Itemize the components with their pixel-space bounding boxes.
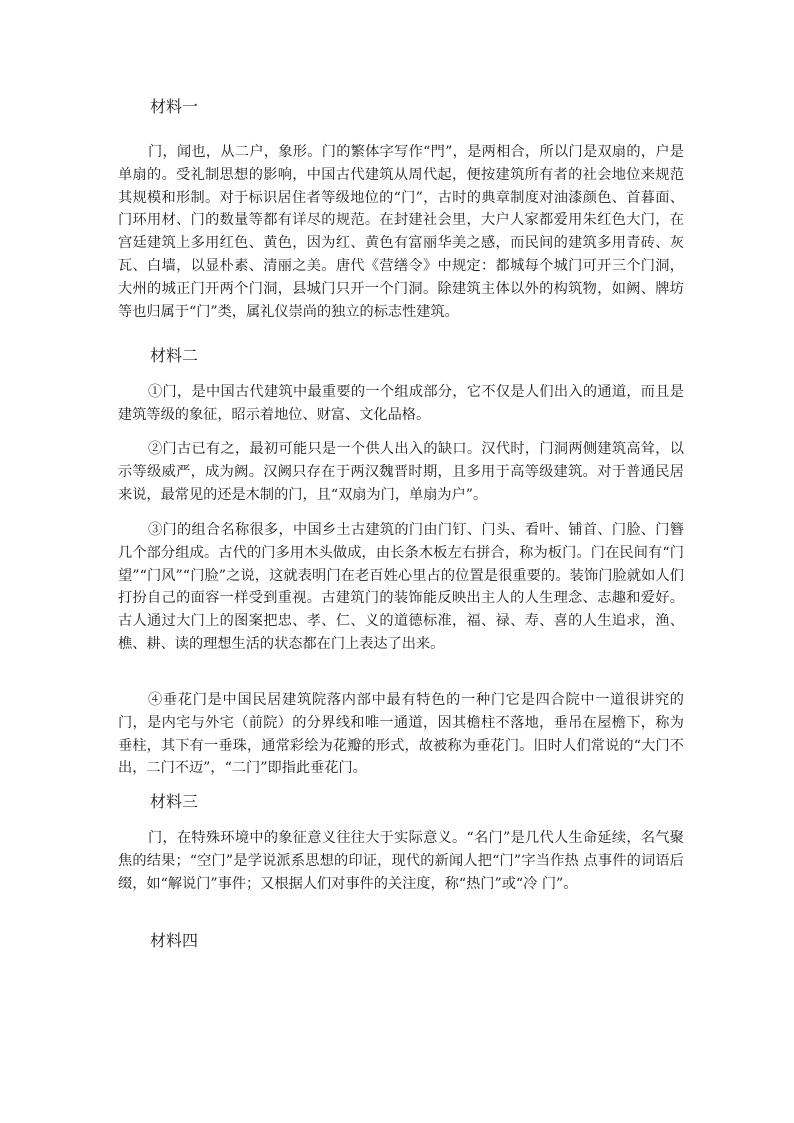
section-heading-4: 材料四 [150,931,199,950]
section-2-paragraph-2: ②门古已有之，最初可能只是一个供人出入的缺口。汉代时，门洞两侧建筑高耸，以示等级威严，成为阙。汉阙只存在于两汉魏晋时期，且多用于高等级建筑。对于普通民居来说，最常见的还是木制的门，且“双扇为门，单扇为户”。 [118,441,684,503]
section-2-paragraph-1: ①门，是中国古代建筑中最重要的一个组成部分，它不仅是人们出入的通道，而且是建筑等级的象征，昭示着地位、财富、文化品格。 [118,384,684,423]
section-heading-3: 材料三 [150,792,199,811]
section-2-paragraph-3: ③门的组合名称很多，中国乡土古建筑的门由门钉、门头、看叶、铺首、门脸、门簪几个部分组成。古代的门多用木头做成，由长条木板左右拼合，称为板门。门在民间有“门望”“门风”“门脸”之说，这就表明门在老百姓心里占的位置是很重要的。装饰门脸就如人们打扮自己的面容一样受到重视。古建筑门的装饰能反映出主人的人生理念、志趣和爱好。古人通过大门上的图案把忠、孝、仁、义的道德标准，福、禄、寿、喜的人生追求，渔、樵、耕、读的理想生活的状态都在门上表达了出来。 [118,522,684,652]
section-heading-1: 材料一 [150,97,199,116]
section-heading-2: 材料二 [150,346,199,365]
section-1-paragraph-1: 门，闻也，从二户，象形。门的繁体字写作“門”，是两相合，所以门是双扇的，户是单扇的。受礼制思想的影响，中国古代建筑从周代起，便按建筑所有者的社会地位来规范其规模和形制。对于标识居住者等级地位的“门”，古时的典章制度对油漆颜色、首暮面、门环用材、门的数量等都有详尽的规范。在封建社会里，大户人家都爱用朱红色大门，在宫廷建筑上多用红色、黄色，因为红、黄色有富丽华美之感，而民间的建筑多用青砖、灰瓦、白墙，以显朴素、清丽之美。唐代《营缮令》中规定：都城每个城门可开三个门洞，大州的城正门开两个门洞，县城门只开一个门洞。除建筑主体以外的构筑物，如阙、牌坊等也归属于“门”类，属礼仪崇尚的独立的标志性建筑。 [118,144,684,320]
section-2-paragraph-4: ④垂花门是中国民居建筑院落内部中最有特色的一种门它是四合院中一道很讲究的门，是内宅与外宅（前院）的分界线和唯一通道，因其檐柱不落地，垂吊在屋檐下，称为垂柱，其下有一垂珠，通常彩绘为花瓣的形式，故被称为垂花门。旧时人们常说的“大门不出，二门不迈”，“二门”即指此垂花门。 [118,692,684,777]
section-3-paragraph-1: 门，在特殊环境中的象征意义往往大于实际意义。“名门”是几代人生命延续，名气聚焦的结果；“空门”是学说派系思想的印证，现代的新闻人把“门”字当作热 点事件的词语后缀，如“解说门”事件；又根据人们对事件的关注度，称“热门”或“冷 门”。 [118,830,684,892]
